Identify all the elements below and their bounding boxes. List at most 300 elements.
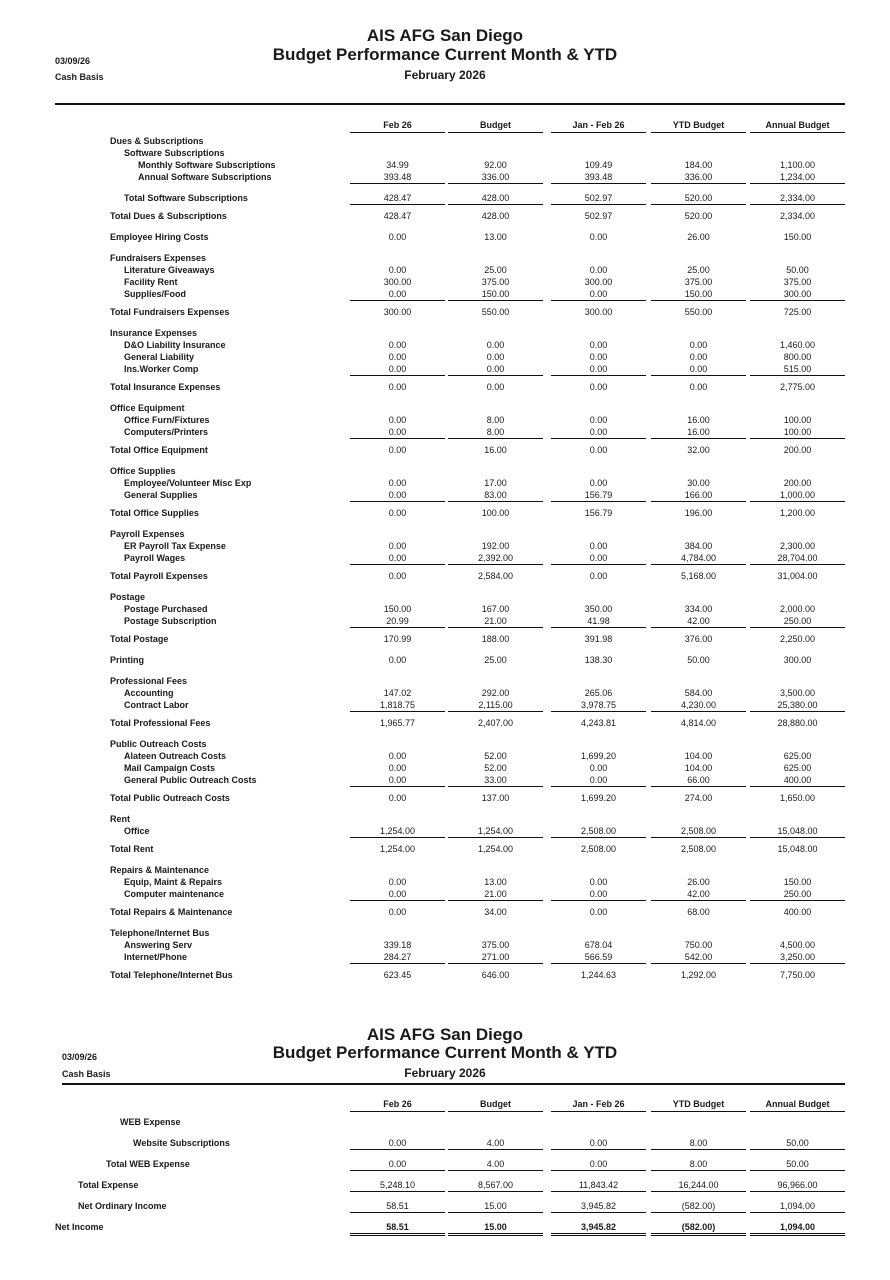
row-value: 150.00 — [651, 289, 746, 301]
row-value: (582.00) — [651, 1222, 746, 1236]
table-row — [0, 1117, 890, 1129]
table-row — [0, 193, 890, 205]
row-value: 0.00 — [551, 889, 646, 901]
row-label: Payroll Expenses — [110, 529, 185, 539]
table-row — [0, 700, 890, 712]
col-budget: Budget — [448, 120, 543, 133]
table-row — [0, 952, 890, 964]
report-period: February 2026 — [404, 68, 486, 82]
column-headers-2 — [0, 1087, 890, 1117]
table-row — [0, 655, 890, 667]
row-value: 0.00 — [350, 1159, 445, 1171]
row-value: 678.04 — [584, 940, 613, 950]
row-value: 0.00 — [551, 553, 646, 565]
table-row — [0, 172, 890, 184]
row-value: 0.00 — [388, 415, 407, 425]
row-label: Total Payroll Expenses — [110, 571, 208, 581]
row-label: Total Public Outreach Costs — [110, 793, 230, 803]
row-value: 1,699.20 — [580, 793, 617, 803]
row-value: 13.00 — [484, 877, 507, 887]
row-label: Total Fundraisers Expenses — [110, 307, 230, 317]
row-gap — [0, 583, 890, 592]
col-feb26: Feb 26 — [350, 120, 445, 133]
row-label: Internet/Phone — [124, 952, 188, 962]
row-value: 1,254.00 — [477, 844, 514, 854]
row-value: 0.00 — [689, 340, 708, 350]
row-value: 0.00 — [589, 571, 608, 581]
row-value: 2,407.00 — [477, 718, 514, 728]
row-label: Total Dues & Subscriptions — [110, 211, 227, 221]
table-row — [0, 763, 890, 775]
row-value: 2,508.00 — [551, 826, 646, 838]
row-label: Employee/Volunteer Misc Exp — [124, 478, 252, 488]
table-row — [0, 265, 890, 277]
row-value: 2,250.00 — [779, 634, 816, 644]
row-label: WEB Expense — [120, 1117, 181, 1127]
col-ytd-budget-2: YTD Budget — [651, 1099, 746, 1112]
row-value: 0.00 — [388, 877, 407, 887]
row-value: 4,784.00 — [651, 553, 746, 565]
row-value: 0.00 — [589, 445, 608, 455]
row-value: 1,699.20 — [580, 751, 617, 761]
table-row — [0, 427, 890, 439]
table-row — [0, 634, 890, 646]
table-row — [0, 571, 890, 583]
col-annual-budget-2: Annual Budget — [750, 1099, 845, 1112]
row-label: Total Professional Fees — [110, 718, 211, 728]
row-value: 2,115.00 — [448, 700, 543, 712]
row-value: 623.45 — [383, 970, 412, 980]
report-date: 03/09/26 — [55, 56, 91, 66]
table-row — [0, 1138, 890, 1150]
row-gap — [0, 1213, 890, 1222]
row-label: Postage — [110, 592, 146, 602]
row-value: 334.00 — [684, 604, 713, 614]
row-value: 375.00 — [481, 277, 510, 287]
table-row — [0, 865, 890, 877]
row-value: 30.00 — [687, 478, 710, 488]
row-label: Postage Purchased — [124, 604, 208, 614]
row-value: 34.99 — [386, 160, 409, 170]
row-value: 0.00 — [589, 877, 608, 887]
row-value: 104.00 — [684, 763, 713, 773]
row-value: 200.00 — [783, 478, 812, 488]
row-value: 150.00 — [783, 232, 812, 242]
row-value: 1,254.00 — [350, 826, 445, 838]
row-value: 271.00 — [448, 952, 543, 964]
row-value: 104.00 — [684, 751, 713, 761]
row-value: 109.49 — [584, 160, 613, 170]
col-budget-2: Budget — [448, 1099, 543, 1112]
row-value: 0.00 — [551, 1138, 646, 1150]
table-row — [0, 445, 890, 457]
table-row — [0, 814, 890, 826]
row-value: 646.00 — [481, 970, 510, 980]
table-row — [0, 328, 890, 340]
row-value: 0.00 — [350, 553, 445, 565]
row-value: 58.51 — [350, 1201, 445, 1213]
col-ytd-budget: YTD Budget — [651, 120, 746, 133]
row-value: 428.47 — [350, 193, 445, 205]
row-value: 41.98 — [551, 616, 646, 628]
table-row — [0, 877, 890, 889]
row-value: 1,000.00 — [750, 490, 845, 502]
table-row — [0, 604, 890, 616]
row-label: Employee Hiring Costs — [110, 232, 209, 242]
row-value: 1,818.75 — [350, 700, 445, 712]
row-value: 58.51 — [350, 1222, 445, 1236]
row-value: 502.97 — [551, 193, 646, 205]
row-value: 2,000.00 — [779, 604, 816, 614]
row-gap — [0, 805, 890, 814]
row-value: 15.00 — [448, 1201, 543, 1213]
page-2-rows — [0, 1117, 890, 1234]
row-value: 2,584.00 — [477, 571, 514, 581]
row-label: Total Expense — [78, 1180, 139, 1190]
row-label: Dues & Subscriptions — [110, 136, 204, 146]
row-value: 8.00 — [448, 427, 543, 439]
table-row — [0, 253, 890, 265]
table-row — [0, 232, 890, 244]
row-value: 32.00 — [687, 445, 710, 455]
report-basis-2: Cash Basis — [62, 1069, 111, 1079]
row-label: Net Ordinary Income — [78, 1201, 167, 1211]
table-row — [0, 1201, 890, 1213]
table-row — [0, 211, 890, 223]
row-gap — [0, 244, 890, 253]
row-value: 1,244.63 — [580, 970, 617, 980]
row-value: 3,250.00 — [750, 952, 845, 964]
row-label: Total Insurance Expenses — [110, 382, 221, 392]
row-value: 184.00 — [684, 160, 713, 170]
row-label: General Supplies — [124, 490, 198, 500]
row-value: 0.00 — [551, 427, 646, 439]
row-value: 66.00 — [651, 775, 746, 787]
row-value: 0.00 — [589, 541, 608, 551]
row-label: Ins.Worker Comp — [124, 364, 199, 374]
row-gap — [0, 1150, 890, 1159]
row-value: 0.00 — [589, 415, 608, 425]
row-value: 550.00 — [684, 307, 713, 317]
row-value: 0.00 — [350, 427, 445, 439]
row-value: 188.00 — [481, 634, 510, 644]
row-value: 50.00 — [750, 1159, 845, 1171]
table-row — [0, 592, 890, 604]
org-name-2: AIS AFG San Diego — [366, 1025, 524, 1044]
row-value: 250.00 — [750, 889, 845, 901]
table-row — [0, 403, 890, 415]
row-value: 150.00 — [783, 877, 812, 887]
row-label: General Public Outreach Costs — [124, 775, 257, 785]
row-label: Rent — [110, 814, 130, 824]
row-label: ER Payroll Tax Expense — [124, 541, 226, 551]
table-row — [0, 793, 890, 805]
row-value: 17.00 — [484, 478, 507, 488]
header-rule-2 — [62, 1083, 845, 1085]
row-label: Office Equipment — [110, 403, 185, 413]
row-value: 1,460.00 — [779, 340, 816, 350]
row-value: 83.00 — [448, 490, 543, 502]
row-label: Computers/Printers — [124, 427, 209, 437]
row-value: 16.00 — [687, 415, 710, 425]
row-value: 4,814.00 — [680, 718, 717, 728]
row-label: Total Rent — [110, 844, 154, 854]
row-value: 384.00 — [684, 541, 713, 551]
table-row — [0, 907, 890, 919]
row-value: 375.00 — [684, 277, 713, 287]
row-label: Mail Campaign Costs — [124, 763, 216, 773]
row-value: 0.00 — [589, 382, 608, 392]
row-value: 0.00 — [388, 907, 407, 917]
row-value: 391.98 — [584, 634, 613, 644]
row-value: 550.00 — [481, 307, 510, 317]
row-value: 0.00 — [689, 352, 708, 362]
row-value: 400.00 — [750, 775, 845, 787]
row-value: 15.00 — [448, 1222, 543, 1236]
row-gap — [0, 319, 890, 328]
row-value: 625.00 — [783, 751, 812, 761]
row-value: 2,300.00 — [779, 541, 816, 551]
table-row — [0, 148, 890, 160]
col-annual-budget: Annual Budget — [750, 120, 845, 133]
row-label: Fundraisers Expenses — [110, 253, 207, 263]
row-label: Monthly Software Subscriptions — [138, 160, 276, 170]
table-row — [0, 478, 890, 490]
row-value: 26.00 — [687, 232, 710, 242]
row-value: 400.00 — [783, 907, 812, 917]
row-value: 200.00 — [783, 445, 812, 455]
row-label: Equip, Maint & Repairs — [124, 877, 223, 887]
row-value: 750.00 — [684, 940, 713, 950]
row-value: (582.00) — [651, 1201, 746, 1213]
row-value: 0.00 — [589, 340, 608, 350]
row-value: 1,254.00 — [379, 844, 416, 854]
row-value: 137.00 — [481, 793, 510, 803]
row-gap — [0, 457, 890, 466]
row-label: Total Software Subscriptions — [124, 193, 248, 203]
row-label: Professional Fees — [110, 676, 188, 686]
row-value: 2,334.00 — [750, 193, 845, 205]
table-row — [0, 352, 890, 364]
row-value: 52.00 — [484, 763, 507, 773]
row-label: Answering Serv — [124, 940, 193, 950]
table-row — [0, 676, 890, 688]
table-row — [0, 382, 890, 394]
row-value: 2,334.00 — [779, 211, 816, 221]
row-value: 300.00 — [383, 277, 412, 287]
row-label: Office Furn/Fixtures — [124, 415, 210, 425]
row-label: D&O Liability Insurance — [124, 340, 226, 350]
row-value: 0.00 — [388, 445, 407, 455]
row-value: 0.00 — [589, 265, 608, 275]
table-row — [0, 775, 890, 787]
row-value: 147.02 — [383, 688, 412, 698]
row-value: 25.00 — [484, 265, 507, 275]
row-value: 4,500.00 — [779, 940, 816, 950]
row-value: 0.00 — [388, 478, 407, 488]
row-value: 167.00 — [481, 604, 510, 614]
row-value: 428.00 — [481, 211, 510, 221]
table-row — [0, 415, 890, 427]
row-value: 0.00 — [350, 490, 445, 502]
report-title-2: Budget Performance Current Month & YTD — [272, 1043, 618, 1062]
row-gap — [0, 520, 890, 529]
row-value: 2,508.00 — [680, 844, 717, 854]
row-value: 50.00 — [687, 655, 710, 665]
row-value: 0.00 — [551, 775, 646, 787]
row-value: 150.00 — [383, 604, 412, 614]
row-label: Net Income — [55, 1222, 104, 1232]
row-label: Literature Giveaways — [124, 265, 215, 275]
row-label: Postage Subscription — [124, 616, 217, 626]
row-value: 428.47 — [383, 211, 412, 221]
row-value: 16.00 — [651, 427, 746, 439]
row-value: 8,567.00 — [448, 1180, 543, 1192]
row-value: 0.00 — [689, 382, 708, 392]
table-row — [0, 553, 890, 565]
table-row — [0, 739, 890, 751]
row-gap — [0, 184, 890, 193]
header-rule — [55, 103, 845, 105]
row-label: Total Office Supplies — [110, 508, 199, 518]
row-value: 1,292.00 — [680, 970, 717, 980]
row-value: 5,248.10 — [350, 1180, 445, 1192]
row-value: 138.30 — [584, 655, 613, 665]
table-row — [0, 688, 890, 700]
row-value: 42.00 — [651, 889, 746, 901]
col-feb26-2: Feb 26 — [350, 1099, 445, 1112]
row-label: Payroll Wages — [124, 553, 186, 563]
row-value: 520.00 — [684, 211, 713, 221]
row-value: 3,945.82 — [551, 1201, 646, 1213]
row-value: 170.99 — [383, 634, 412, 644]
row-value: 0.00 — [486, 382, 505, 392]
page-1 — [0, 20, 890, 982]
row-value: 265.06 — [584, 688, 613, 698]
row-label: Public Outreach Costs — [110, 739, 207, 749]
row-gap — [0, 1171, 890, 1180]
row-value: 50.00 — [750, 1138, 845, 1150]
row-value: 8.00 — [486, 415, 505, 425]
row-value: 515.00 — [750, 364, 845, 376]
row-value: 25,380.00 — [750, 700, 845, 712]
row-value: 100.00 — [481, 508, 510, 518]
row-value: 0.00 — [448, 364, 543, 376]
row-value: 0.00 — [388, 382, 407, 392]
row-label: General Liability — [124, 352, 195, 362]
row-value: 31,004.00 — [777, 571, 818, 581]
row-gap — [0, 646, 890, 655]
row-value: 300.00 — [750, 289, 845, 301]
table-row — [0, 490, 890, 502]
table-row — [0, 751, 890, 763]
row-value: 502.97 — [584, 211, 613, 221]
row-value: 376.00 — [684, 634, 713, 644]
row-value: 0.00 — [388, 655, 407, 665]
row-value: 0.00 — [350, 889, 445, 901]
row-value: 1,094.00 — [750, 1222, 845, 1236]
row-value: 375.00 — [481, 940, 510, 950]
row-value: 42.00 — [651, 616, 746, 628]
table-row — [0, 718, 890, 730]
row-value: 428.00 — [448, 193, 543, 205]
row-value: 21.00 — [448, 616, 543, 628]
row-value: 584.00 — [684, 688, 713, 698]
row-label: Total WEB Expense — [106, 1159, 190, 1169]
row-value: 725.00 — [783, 307, 812, 317]
row-value: 0.00 — [388, 352, 407, 362]
row-value: 0.00 — [589, 478, 608, 488]
row-value: 566.59 — [551, 952, 646, 964]
row-value: 0.00 — [486, 352, 505, 362]
row-label: Website Subscriptions — [133, 1138, 230, 1148]
col-jan-feb26: Jan - Feb 26 — [551, 120, 646, 133]
row-value: 3,500.00 — [779, 688, 816, 698]
row-label: Office Supplies — [110, 466, 176, 476]
row-value: 393.48 — [350, 172, 445, 184]
row-value: 625.00 — [783, 763, 812, 773]
row-value: 13.00 — [484, 232, 507, 242]
row-value: 520.00 — [651, 193, 746, 205]
row-value: 100.00 — [750, 427, 845, 439]
row-value: 3,978.75 — [551, 700, 646, 712]
table-row — [0, 508, 890, 520]
row-value: 68.00 — [687, 907, 710, 917]
row-value: 300.00 — [383, 307, 412, 317]
report-date-2: 03/09/26 — [62, 1052, 98, 1062]
table-row — [0, 928, 890, 940]
row-gap — [0, 223, 890, 232]
table-row — [0, 529, 890, 541]
report-period-2: February 2026 — [404, 1066, 486, 1080]
table-row — [0, 277, 890, 289]
row-value: 34.00 — [484, 907, 507, 917]
row-value: 28,880.00 — [777, 718, 818, 728]
row-value: 156.79 — [584, 508, 613, 518]
row-value: 15,048.00 — [750, 826, 845, 838]
col-jan-feb26-2: Jan - Feb 26 — [551, 1099, 646, 1112]
table-row — [0, 616, 890, 628]
row-value: 196.00 — [684, 508, 713, 518]
row-value: 0.00 — [388, 571, 407, 581]
row-label: Computer maintenance — [124, 889, 225, 899]
row-value: 2,508.00 — [651, 826, 746, 838]
row-value: 4.00 — [448, 1138, 543, 1150]
row-value: 0.00 — [388, 265, 407, 275]
table-row — [0, 1180, 890, 1192]
row-value: 0.00 — [388, 763, 407, 773]
table-row — [0, 136, 890, 148]
row-value: 52.00 — [484, 751, 507, 761]
row-value: 336.00 — [448, 172, 543, 184]
row-value: 100.00 — [783, 415, 812, 425]
row-value: 1,650.00 — [779, 793, 816, 803]
table-row — [0, 364, 890, 376]
row-label: Total Telephone/Internet Bus — [110, 970, 233, 980]
row-value: 339.18 — [383, 940, 412, 950]
row-value: 28,704.00 — [750, 553, 845, 565]
row-label: Software Subscriptions — [124, 148, 225, 158]
table-row — [0, 844, 890, 856]
row-value: 33.00 — [448, 775, 543, 787]
row-value: 96,966.00 — [750, 1180, 845, 1192]
table-row — [0, 1222, 890, 1234]
row-value: 0.00 — [350, 364, 445, 376]
row-value: 0.00 — [551, 364, 646, 376]
row-value: 156.79 — [551, 490, 646, 502]
row-gap — [0, 1192, 890, 1201]
row-value: 0.00 — [350, 289, 445, 301]
